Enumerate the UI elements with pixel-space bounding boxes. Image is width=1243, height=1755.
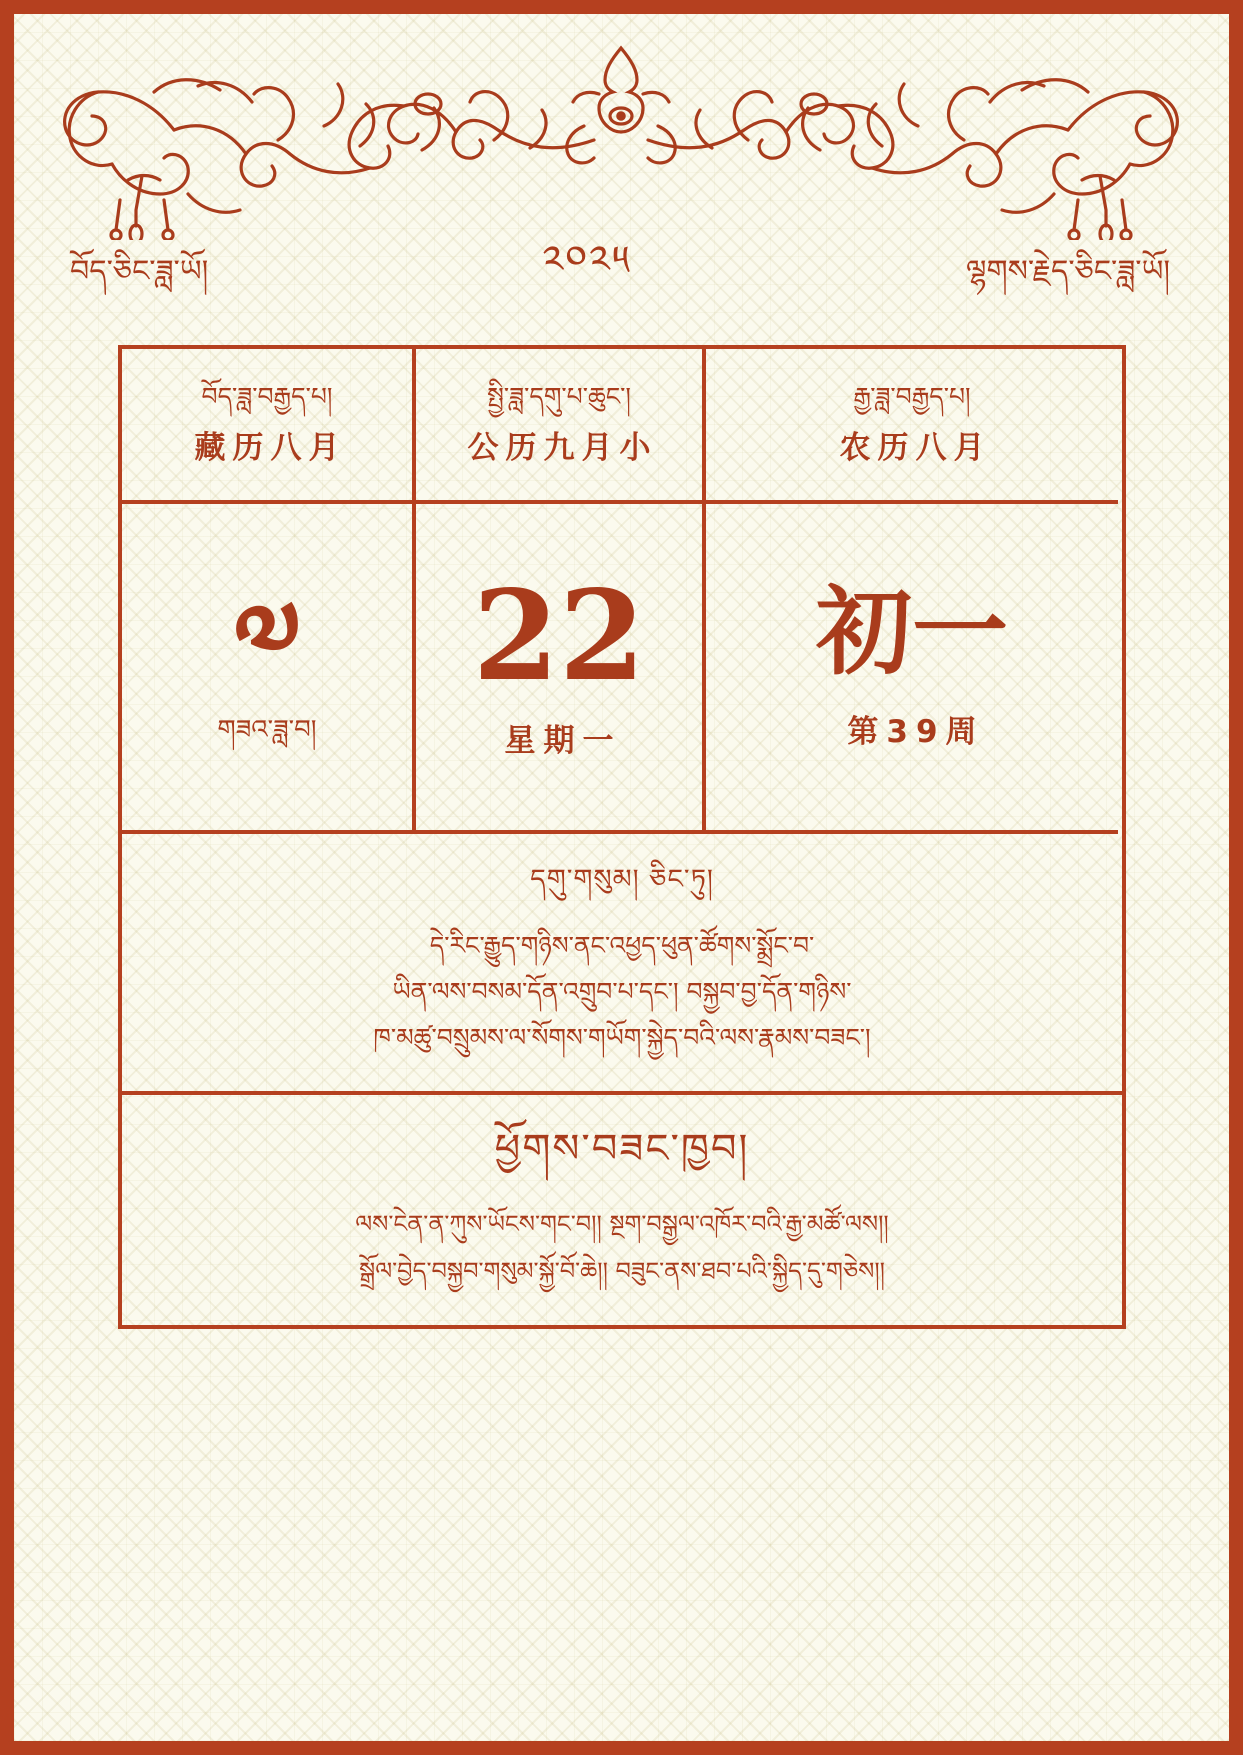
gregorian-month-chinese: 公历九月小: [467, 430, 658, 466]
lunar-month-header: [706, 349, 1118, 504]
calendar-table: [118, 345, 1126, 1329]
header-left-tibetan: བོད་ཅིང་ཟླ་ཡོ།: [70, 253, 209, 289]
tibetan-month-chinese: 藏历八月: [194, 430, 347, 466]
lunar-month-chinese: 农历八月: [839, 430, 992, 466]
lunar-date-cell: [706, 504, 1118, 834]
verse-line-2: སྒྲོལ་བྱེད་བསྐྱབ་གསུམ་སྐྱོ་བོ་ཆེ།། བཟུང་ནས་ཐབ་པའི་སྐྱིད་དུ་གཅེས།།: [359, 1257, 885, 1286]
tibetan-month-header: [122, 349, 412, 504]
gregorian-date-number: 22: [472, 563, 646, 709]
month-header-row: [122, 349, 1122, 504]
header-right-tibetan: ལྷགས་རྗེད་ཅིང་ཟླ་ཡོ།: [965, 253, 1170, 289]
gregorian-month-tibetan: སྤྱི་ཟླ་དགུ་པ་ཆུང་།: [487, 382, 631, 411]
tibetan-month-tibetan: བོད་ཟླ་བརྒྱད་པ།: [201, 382, 333, 411]
week-number: 第39周: [847, 713, 985, 750]
verse-line-1: ལས་ངེན་ན་ཀུས་ཡོངས་གང་བ།། སྔག་བསྒྱལ་འཁོར་བའི་རྒྱ་མཚོ་ལས།།: [355, 1210, 889, 1239]
notes-line-1: དེ་རིང་རྒྱུད་གཉིས་ནང་འཕྱད་ཕུན་ཚོགས་སྨྲོང་བ་: [429, 930, 815, 960]
notes-block: [122, 834, 1122, 1095]
verse-block: [122, 1095, 1122, 1325]
notes-title: དགུ་གསུམ། ཅིང་ཏུ།: [530, 864, 714, 895]
notes-line-3: ཁ་མཚུ་བསྲུམས་ལ་སོགས་གཡོག་སྐྱེད་བའི་ལས་རྣམས་བཟང་།: [373, 1023, 871, 1052]
tibetan-weekday: གཟའ་ཟླ་བ།: [217, 715, 317, 746]
lunar-date-chinese: 初一: [816, 575, 1008, 688]
gregorian-date-cell: [412, 504, 706, 834]
notes-line-2: ཡིན་ལས་བསམ་དོན་འགྲུབ་པ་དང་། བསྐྱབ་བྱ་དོན་གཉིས་: [392, 976, 852, 1006]
weekday-chinese: 星期一: [504, 722, 622, 759]
gregorian-month-header: [412, 349, 706, 504]
date-row: [122, 504, 1122, 834]
header-year: ༢༠༢༥: [542, 237, 632, 284]
lunar-month-tibetan: རྒྱ་ཟླ་བརྒྱད་པ།: [853, 382, 971, 411]
header-row: [70, 236, 1170, 306]
tibetan-scrollwork-ornament: [24, 30, 1219, 240]
tibetan-date-cell: [122, 504, 412, 834]
verse-decorated-title: ཕྱོགས་བཟང་ཁྱབ།: [494, 1126, 750, 1173]
tibetan-date-number: ༧: [233, 577, 301, 703]
